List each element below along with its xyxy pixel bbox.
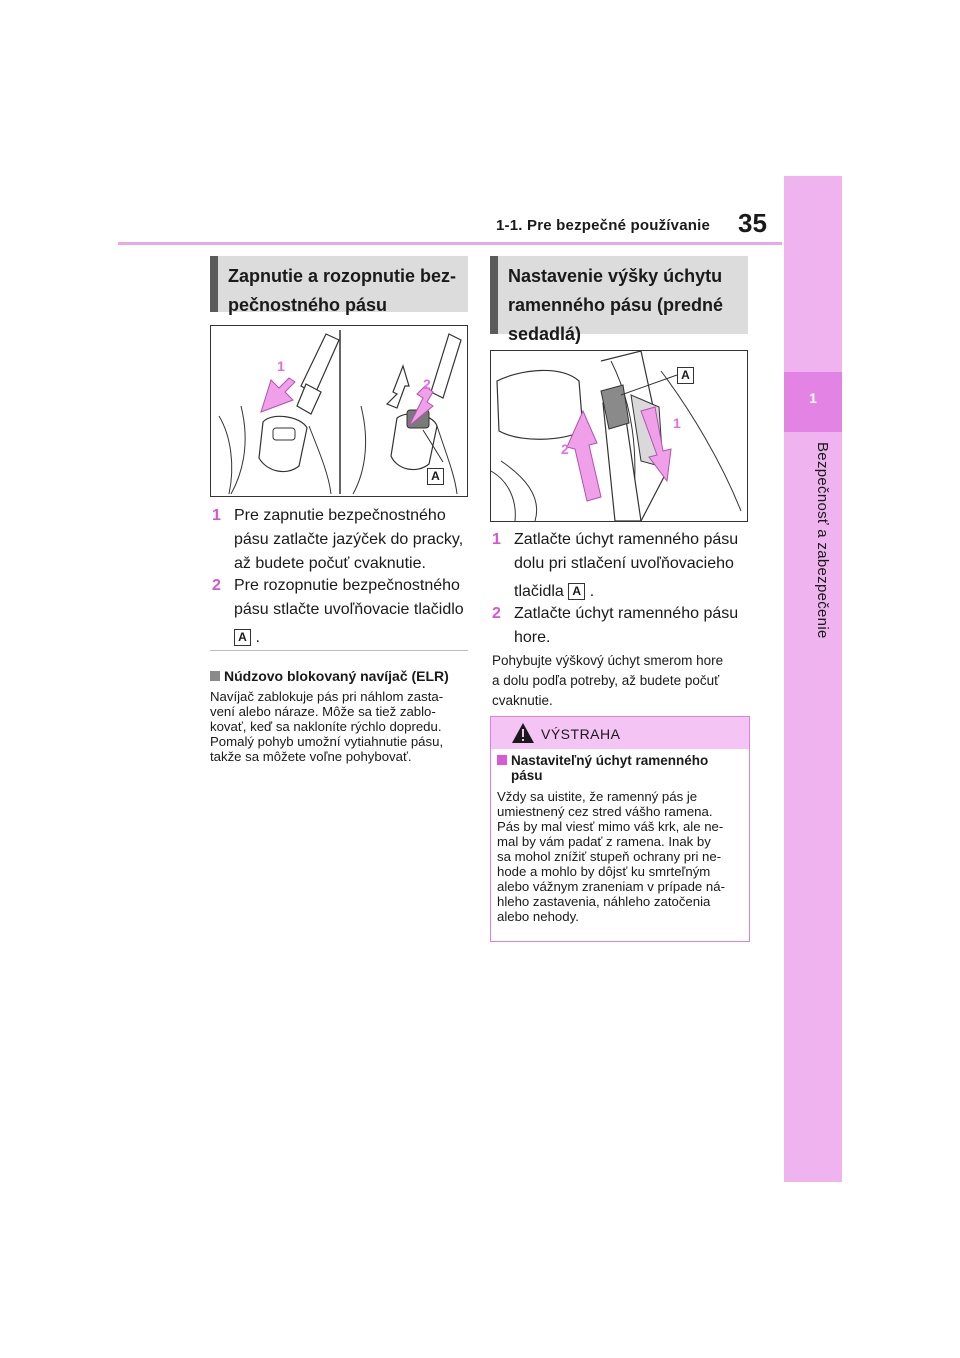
step-text: Pre zapnutie bezpečnostného: [234, 507, 446, 524]
warning-line: Pás by mal viesť mimo váš krk, ale ne-: [497, 819, 724, 834]
figure-buckle-illustration: [210, 325, 468, 497]
section-heading-line: sedadlá): [508, 324, 582, 344]
step-item: [492, 528, 754, 604]
step-text: dolu pri stlačení uvoľňovacieho: [514, 555, 734, 572]
step-text-prefix: tlačidla: [514, 583, 564, 600]
inline-label-a: A: [568, 583, 585, 600]
warning-box: [490, 716, 750, 942]
header-rule: [118, 242, 782, 245]
figure-callout-2: 2: [561, 441, 569, 457]
note-line: kovať, keď sa nakloníte rýchlo dopredu.: [210, 719, 442, 734]
step-suffix: .: [255, 629, 260, 646]
adjust-paragraph: [492, 651, 754, 711]
figure-callout-a: A: [427, 468, 444, 485]
step-suffix: .: [589, 583, 595, 600]
section-divider: [210, 650, 468, 651]
warning-subheading: [497, 753, 708, 783]
warning-subheading-line: pásu: [511, 768, 543, 783]
note-line: vení alebo náraze. Môže sa tiež zablo-: [210, 704, 436, 719]
warning-line: sa mohol znížiť stupeň ochrany pri ne-: [497, 849, 722, 864]
paragraph-line: cvaknutie.: [492, 693, 553, 708]
warning-subheading-line: Nastaviteľný úchyt ramenného: [511, 753, 709, 768]
step-number: 1: [212, 507, 221, 524]
section-heading-line: ramenného pásu (predné: [508, 295, 724, 315]
warning-line: alebo nehody.: [497, 909, 579, 924]
anchor-illustration: [491, 351, 747, 521]
square-bullet-icon: [210, 671, 220, 681]
warning-line: Vždy sa uistite, že ramenný pás je: [497, 789, 698, 804]
warning-line: hleho zastavenia, náhleho zatočenia: [497, 894, 711, 909]
figure-anchor-illustration: [490, 350, 748, 522]
warning-header: [491, 717, 749, 749]
step-text: hore.: [514, 629, 551, 646]
figure-callout-1: 1: [277, 358, 285, 374]
step-text-label: [212, 626, 472, 650]
chapter-number: 1: [809, 390, 817, 406]
figure-callout-1: 1: [673, 415, 681, 431]
note-heading-text: Núdzovo blokovaný navíjač (ELR): [224, 668, 449, 684]
step-text-label: [492, 580, 754, 604]
note-line: takže sa môžete voľne pohybovať.: [210, 749, 412, 764]
section-heading-line: pečnostného pásu: [228, 295, 388, 315]
step-number: 1: [492, 531, 501, 548]
warning-triangle-icon: [511, 722, 535, 744]
step-text: až budete počuť cvaknutie.: [234, 555, 426, 572]
warning-line: umiestnený cez stred vášho ramena.: [497, 804, 713, 819]
inline-label-a: A: [234, 629, 251, 646]
figure-callout-a: A: [677, 367, 694, 384]
paragraph-line: Pohybujte výškový úchyt smerom hore: [492, 653, 724, 668]
note-line: Pomalý pohyb umožní vytiahnutie pásu,: [210, 734, 444, 749]
square-bullet-icon: [497, 755, 507, 765]
chapter-side-tab: [784, 176, 842, 1182]
note-paragraph: [210, 689, 472, 764]
warning-line: hode a mohlo by dôjsť ku smrteľným: [497, 864, 711, 879]
step-text: pásu zatlačte jazýček do pracky,: [234, 531, 464, 548]
step-item: [212, 504, 472, 576]
step-text: Pre rozopnutie bezpečnostného: [234, 577, 460, 594]
figure-callout-2: 2: [423, 376, 431, 392]
note-heading: [210, 668, 449, 684]
step-text: pásu stlačte uvoľňovacie tlačidlo: [234, 601, 464, 618]
step-number: 2: [212, 577, 221, 594]
note-line: Navíjač zablokuje pás pri náhlom zasta-: [210, 689, 444, 704]
step-number: 2: [492, 605, 501, 622]
section-heading-buckle: [210, 256, 468, 315]
warning-line: mal by vám padať z ramena. Inak by: [497, 834, 711, 849]
page-number: 35: [738, 208, 767, 238]
step-text: Zatlačte úchyt ramenného pásu: [514, 605, 739, 622]
section-heading-line: Nastavenie výšky úchytu: [508, 266, 723, 286]
warning-text: [497, 789, 747, 924]
section-heading-line: Zapnutie a rozopnutie bez-: [228, 266, 456, 286]
paragraph-line: a dolu podľa potreby, až budete počuť: [492, 673, 720, 688]
step-text: Zatlačte úchyt ramenného pásu: [514, 531, 739, 548]
running-header-title: 1-1. Pre bezpečné používanie: [496, 217, 711, 234]
step-item: [212, 574, 472, 650]
warning-label: VÝSTRAHA: [541, 726, 621, 742]
step-item: [492, 602, 754, 650]
section-heading-height-adjuster: [490, 256, 748, 344]
warning-line: alebo vážnym zraneniam v prípade ná-: [497, 879, 725, 894]
chapter-title-vertical: Bezpečnosť a zabezpečenie: [814, 442, 831, 639]
